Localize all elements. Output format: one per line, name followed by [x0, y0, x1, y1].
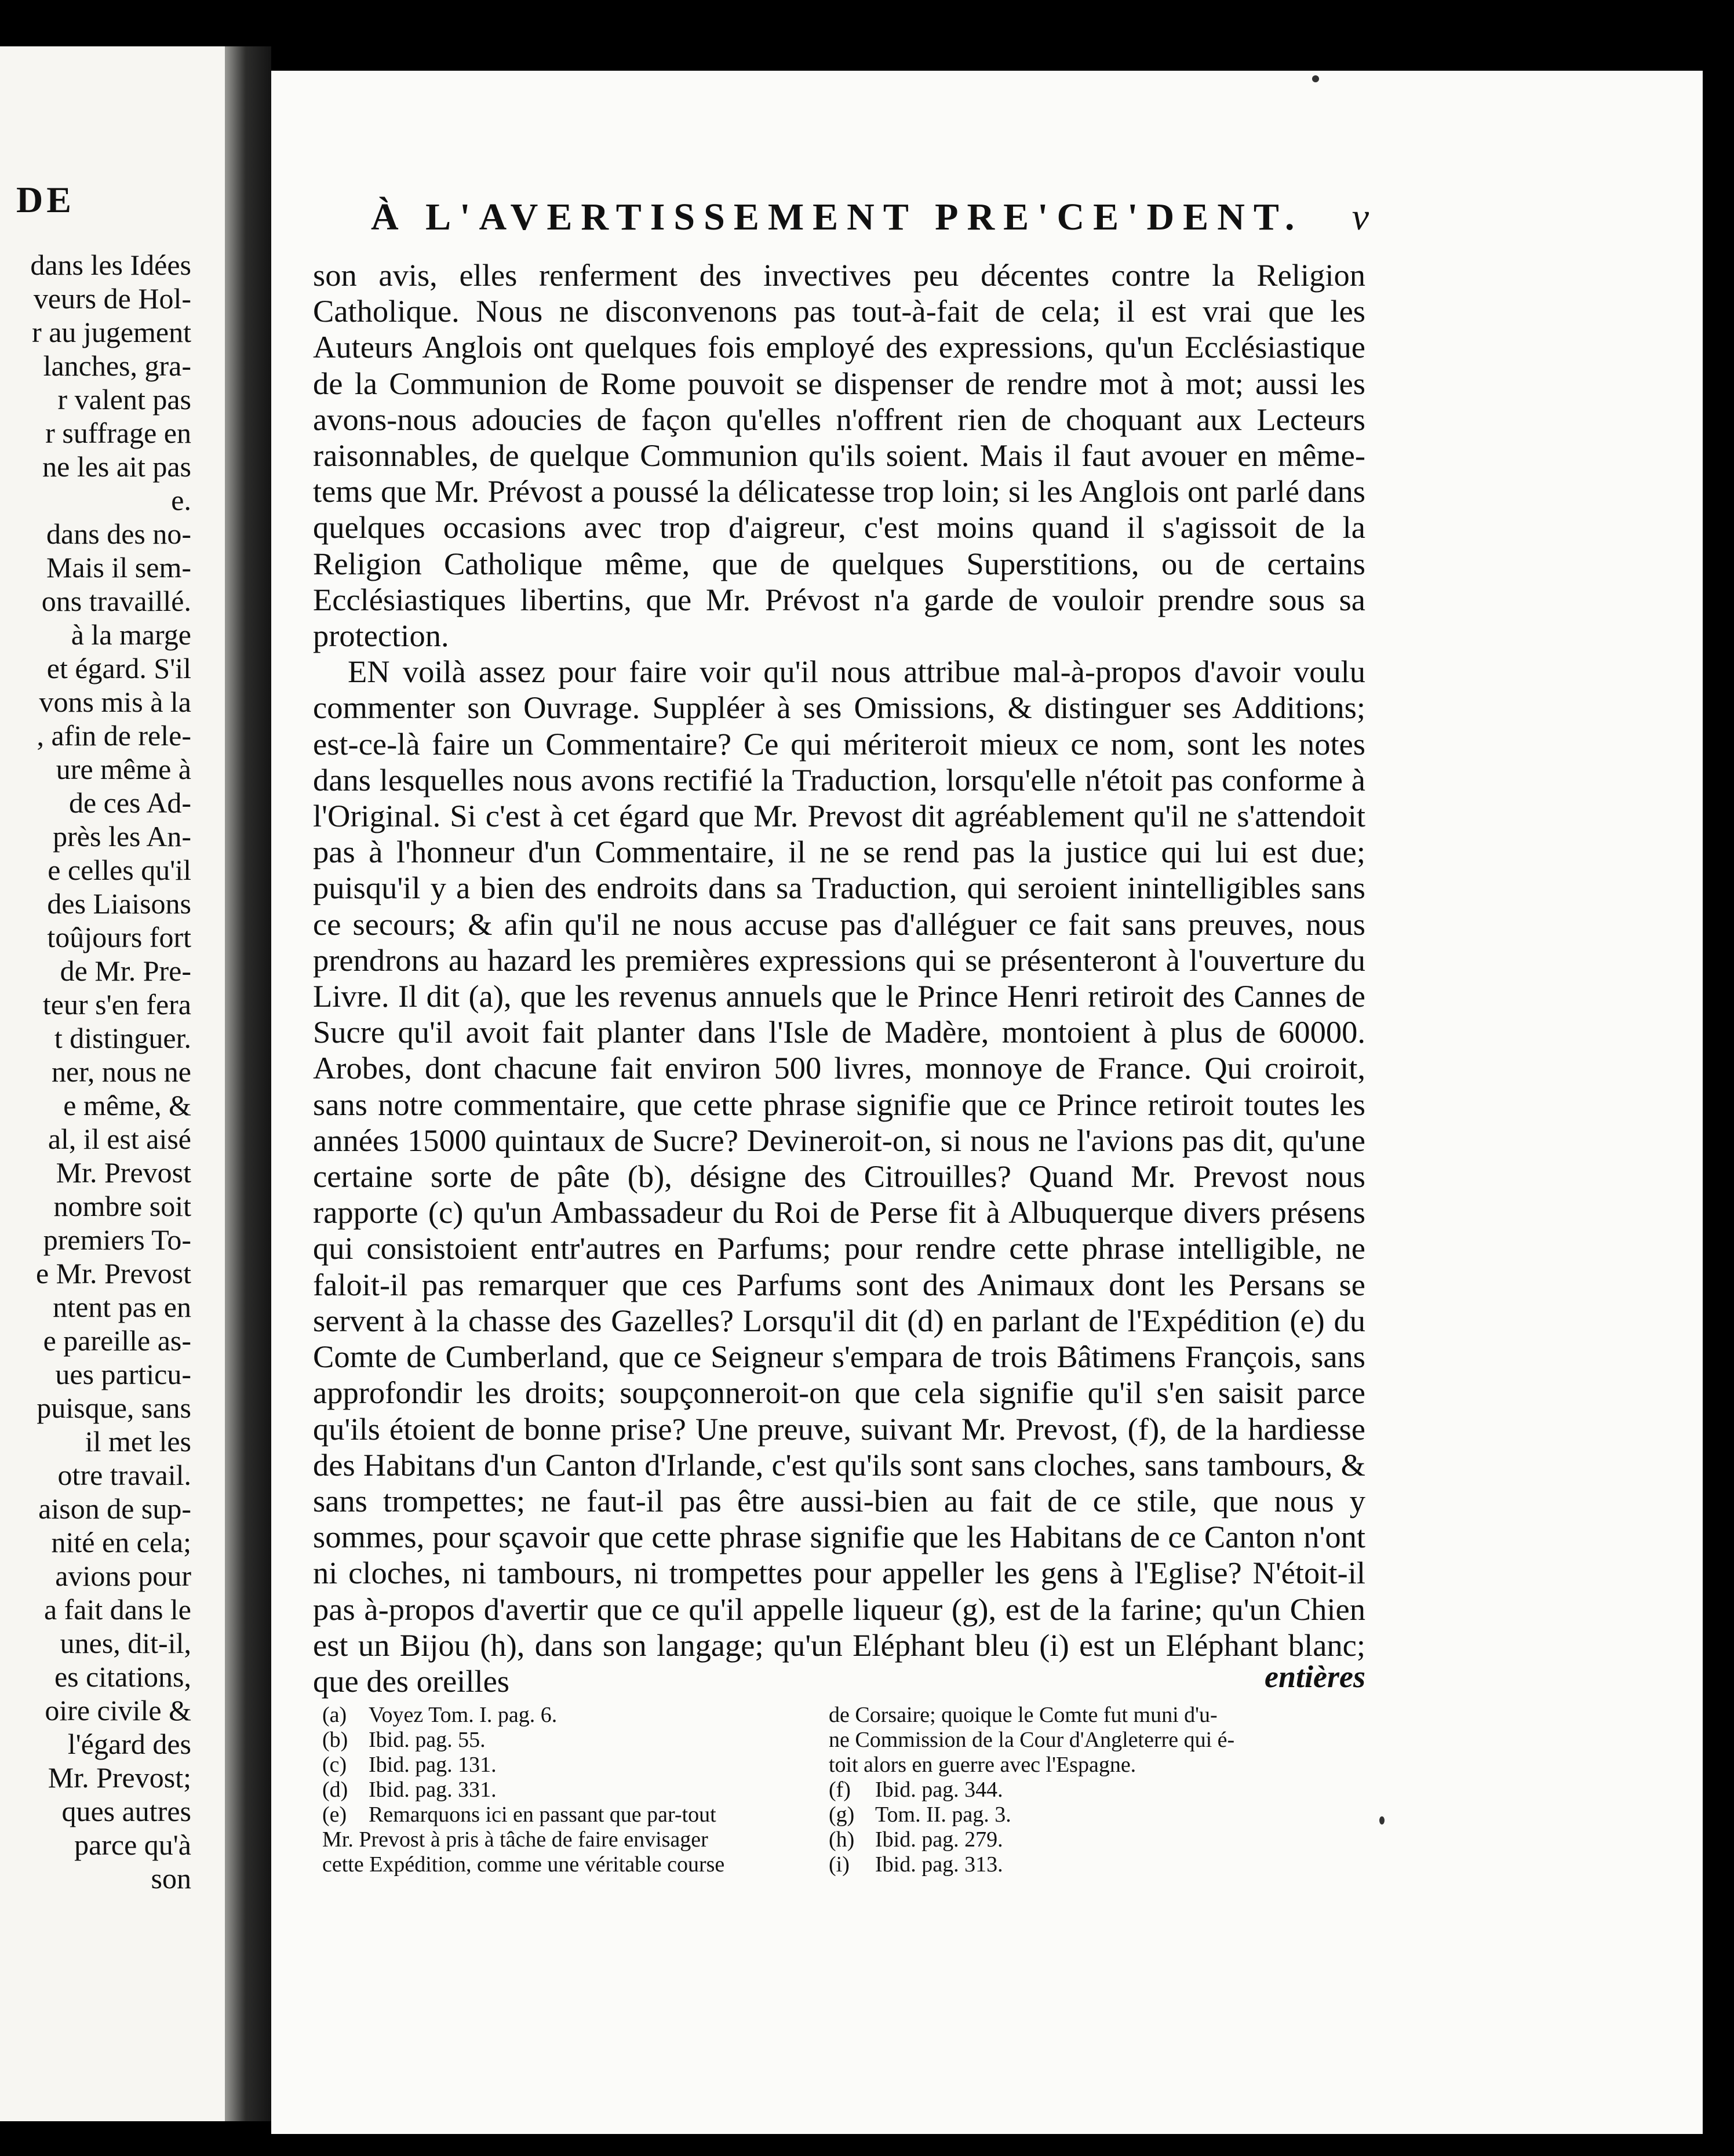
- footnote-mark: (g): [829, 1802, 855, 1827]
- footnote: [322, 1778, 826, 1802]
- left-page-line: Mr. Prevost;: [48, 1761, 191, 1794]
- footnote-text: Ibid. pag. 313.: [875, 1852, 1003, 1877]
- left-page-line: lanches, gra-: [43, 349, 191, 382]
- left-page-line: ner, nous ne: [52, 1055, 191, 1088]
- left-page-fragment: [0, 46, 225, 2121]
- page-number: v: [1352, 196, 1369, 238]
- footnote-mark: (c): [322, 1753, 347, 1777]
- footnote: [829, 1703, 1362, 1728]
- left-page-line: avions pour: [55, 1560, 191, 1592]
- left-page-line: ne les ait pas: [42, 450, 191, 483]
- left-page-line: nombre soit: [53, 1190, 191, 1222]
- header-title: À L'AVERTISSEMENT PRE'CE'DENT.: [371, 196, 1303, 238]
- left-page-line: ure même à: [56, 753, 191, 785]
- footnote-text: Ibid. pag. 331.: [369, 1778, 497, 1802]
- left-page-line: et égard. S'il: [46, 652, 191, 684]
- left-page-line: ons travaillé.: [41, 585, 191, 617]
- right-page: [271, 71, 1703, 2134]
- left-page-line: al, il est aisé: [48, 1123, 191, 1155]
- left-page-line: a fait dans le: [43, 1593, 191, 1626]
- print-speck: [1379, 1816, 1385, 1824]
- left-page-line: premiers To-: [43, 1223, 191, 1256]
- footnotes-left-column: [322, 1703, 826, 1877]
- left-page-line: e même, &: [63, 1089, 191, 1121]
- footnote: [322, 1753, 826, 1778]
- footnote-text: Ibid. pag. 279.: [875, 1827, 1003, 1852]
- left-page-line: dans des no-: [46, 518, 191, 550]
- left-page-line: oire civile &: [45, 1694, 191, 1727]
- left-page-line: es citations,: [54, 1660, 191, 1693]
- left-page-line: de Mr. Pre-: [60, 955, 191, 987]
- footnote-text: Remarquons ici en passant que par-tout: [369, 1802, 716, 1827]
- left-page-line: r suffrage en: [45, 417, 191, 449]
- footnotes-right-column: [829, 1703, 1362, 1877]
- left-page-line: puisque, sans: [37, 1392, 191, 1424]
- footnote-mark: (e): [322, 1802, 347, 1827]
- catchword: entières: [1265, 1659, 1365, 1694]
- left-page-line: vons mis à la: [39, 686, 191, 718]
- left-page-line: Mais il sem-: [46, 551, 191, 584]
- left-page-line: ues particu-: [55, 1358, 191, 1390]
- left-page-line: veurs de Hol-: [33, 282, 191, 315]
- footnote-mark: (h): [829, 1827, 855, 1852]
- footnote: [322, 1728, 826, 1753]
- left-page-line: parce qu'à: [74, 1829, 191, 1861]
- left-page-line: aison de sup-: [38, 1492, 191, 1525]
- footnote: [322, 1852, 826, 1877]
- footnote-text: de Corsaire; quoique le Comte fut muni d'u-: [829, 1703, 1218, 1727]
- footnote-mark: (d): [322, 1778, 348, 1802]
- footnote-mark: (a): [322, 1703, 347, 1727]
- footnote-text: Tom. II. pag. 3.: [875, 1802, 1011, 1827]
- footnote: [829, 1778, 1362, 1802]
- left-page-header: DE: [16, 179, 75, 220]
- footnote-mark: (f): [829, 1778, 851, 1802]
- footnote: [322, 1703, 826, 1728]
- left-page-line: l'égard des: [67, 1728, 191, 1760]
- footnote-text: cette Expédition, comme une véritable course: [322, 1852, 725, 1877]
- footnote: [322, 1827, 826, 1852]
- left-page-line: près les An-: [53, 820, 191, 853]
- left-page-line: e celles qu'il: [48, 854, 191, 886]
- left-page-line: à la marge: [71, 618, 191, 651]
- left-page-line: e.: [171, 484, 191, 516]
- left-page-line: r au jugement: [32, 316, 191, 348]
- left-page-line: toûjours fort: [47, 921, 191, 953]
- footnote-text: Ibid. pag. 131.: [369, 1753, 497, 1777]
- left-page-line: teur s'en fera: [42, 988, 191, 1021]
- footnote: [829, 1753, 1362, 1778]
- running-header: [371, 195, 1369, 239]
- paragraph: EN voilà assez pour faire voir qu'il nous attribue mal-à-propos d'avoir voulu commenter son Ouvrage. Suppléer à ses Omissions, & distinguer ses Additions; est-ce-là faire un Commentaire? Ce qui mériteroit mieux ce nom, sont les notes dans lesquelles nous avons rectifié la Traduction, lorsqu'elle n'étoit pas conforme à l'Original. Si c'est à cet égard que Mr. Prevost dit agréablement qu'il ne s'attendoit pas à l'honneur d'un Commentaire, il ne se rend pas la justice qui lui est due; puisqu'il y a bien des endroits dans sa Traduction, qui seroient inintelligibles sans ce secours; & afin qu'il ne nous accuse pas d'alléguer ce fait sans preuves, nous prendrons au hazard les premières expressions qui se présenteront à l'ouverture du Livre. Il dit (a), que les revenus annuels que le Prince Henri retiroit des Cannes de Sucre qu'il avoit fait planter dans l'Isle de Madère, montoient à plus de 60000. Arobes, dont chacune fait environ 500 livres, monnoye de France. Qui croiroit, sans notre commentaire, que cette phrase signifie que ce Prince retiroit toutes les années 15000 quintaux de Sucre? Devineroit-on, si nous ne l'avions pas dit, qu'une certaine sorte de pâte (b), désigne des Citrouilles? Quand Mr. Prevost nous rapporte (c) qu'un Ambassadeur du Roi de Perse fit à Albuquerque divers présens qui consistoient entr'autres en Parfums; pour rendre cette phrase intelligible, ne faloit-il pas remarquer que ces Parfums sont des Animaux dont les Persans se servent à la chasse des Gazelles? Lorsqu'il dit (d) en parlant de l'Expédition (e) du Comte de Cumberland, que ce Seigneur s'empara de trois Bâtimens François, sans approfondir les droits; soupçonneroit-on que cela signifie qu'il s'en saisit parce qu'ils étoient de bonne prise? Une preuve, suivant Mr. Prevost, (f), de la hardiesse des Habitans d'un Canton d'Irlande, c'est qu'ils sont sans cloches, sans tambours, & sans trompettes; ne faut-il pas être aussi-bien au fait de ce stile, que nous y sommes, pour sçavoir que cette phrase signifie que les Habitans de ce Canton n'ont ni cloches, ni tambours, ni trompettes pour appeller les gens à l'Eglise? N'étoit-il pas à-propos d'avertir que ce qu'il appelle liqueur (g), est de la farine; qu'un Chien est un Bijou (h), dans son langage; qu'un Eléphant bleu (i) est un Eléphant blanc; que des oreilles: [313, 654, 1365, 1699]
- print-speck: [1312, 75, 1319, 82]
- left-page-line: de ces Ad-: [68, 786, 191, 819]
- left-page-line: nité en cela;: [51, 1526, 191, 1558]
- footnote-text: Mr. Prevost à pris à tâche de faire envisager: [322, 1827, 708, 1852]
- left-page-line: r valent pas: [57, 383, 191, 416]
- footnote-text: ne Commission de la Cour d'Angleterre qui é-: [829, 1728, 1235, 1752]
- footnote: [829, 1852, 1362, 1877]
- left-page-line: , afin de rele-: [37, 719, 191, 752]
- footnote-text: Ibid. pag. 55.: [369, 1728, 486, 1752]
- footnote-text: Voyez Tom. I. pag. 6.: [369, 1703, 558, 1727]
- book-gutter: [225, 46, 271, 2121]
- left-page-line: t distinguer.: [54, 1022, 191, 1054]
- left-page-line: otre travail.: [57, 1459, 191, 1491]
- left-page-line: unes, dit-il,: [60, 1627, 191, 1659]
- left-page-line: ntent pas en: [53, 1291, 191, 1323]
- left-page-line: il met les: [85, 1425, 191, 1458]
- left-page-line: e Mr. Prevost: [35, 1257, 191, 1290]
- footnote: [829, 1802, 1362, 1827]
- left-page-line: ques autres: [61, 1795, 191, 1827]
- left-page-line: e pareille as-: [43, 1324, 191, 1357]
- footnote: [829, 1827, 1362, 1852]
- left-page-line: dans les Idées: [30, 249, 191, 281]
- footnote-mark: (b): [322, 1728, 348, 1752]
- left-page-line: son: [151, 1862, 191, 1895]
- footnote: [322, 1802, 826, 1827]
- footnote-mark: (i): [829, 1852, 850, 1877]
- left-page-line: des Liaisons: [47, 887, 191, 920]
- footnote-text: Ibid. pag. 344.: [875, 1778, 1003, 1802]
- paragraph: son avis, elles renferment des invectives peu décentes contre la Religion Catholique. Nous ne disconvenons pas tout-à-fait de cela; il est vrai que les Auteurs Anglois ont quelques fois employé des expressions, qu'un Ecclésiastique de la Communion de Rome pouvoit se dispenser de rendre mot à mot; aussi les avons-nous adoucies de façon qu'elles n'offrent rien de choquant aux Lecteurs raisonnables, de quelque Communion qu'ils soient. Mais il faut avouer en même-tems que Mr. Prévost a poussé la délicatesse trop loin; si les Anglois ont parlé dans quelques occasions avec trop d'aigreur, c'est moins quand il s'agissoit de la Religion Catholique même, que de quelques Superstitions, ou de certains Ecclésiastiques libertins, que Mr. Prévost n'a garde de vouloir prendre sous sa protection.: [313, 257, 1365, 654]
- left-page-text: [0, 248, 191, 1895]
- main-text: [313, 257, 1365, 1699]
- footnote: [829, 1728, 1362, 1753]
- left-page-line: Mr. Prevost: [56, 1156, 191, 1189]
- footnote-text: toit alors en guerre avec l'Espagne.: [829, 1753, 1136, 1777]
